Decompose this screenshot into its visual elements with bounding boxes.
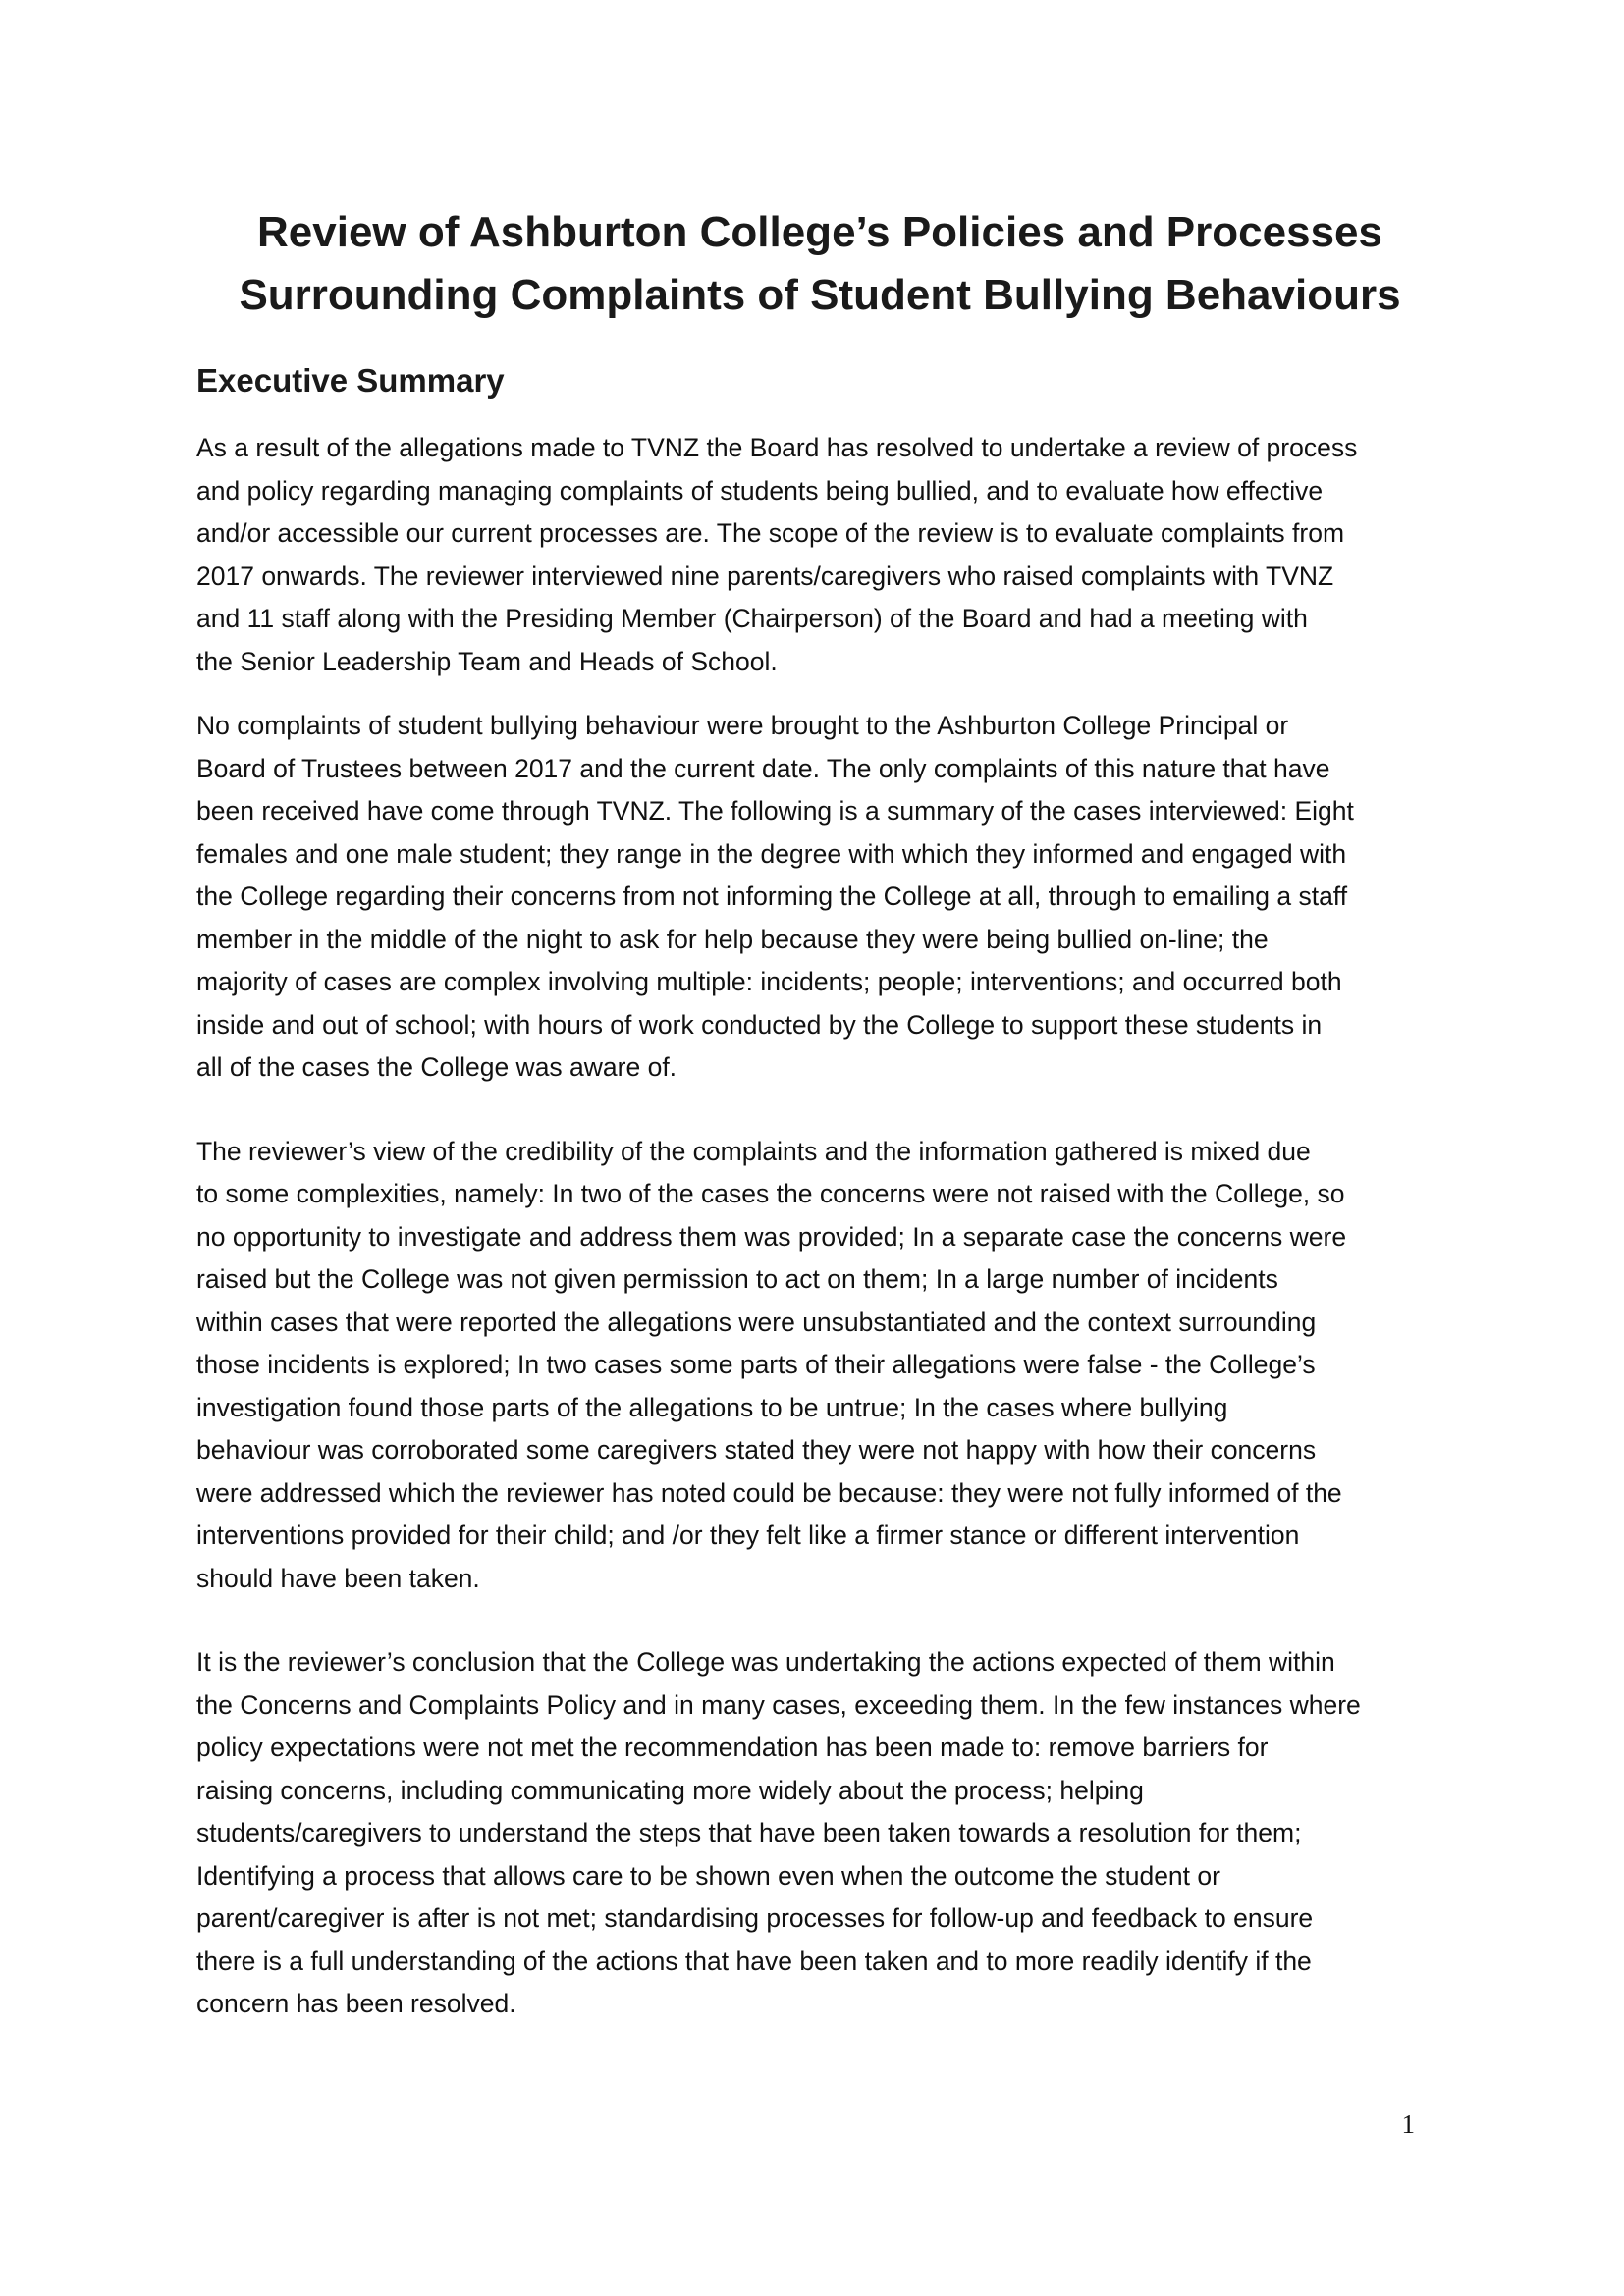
text-line: policy expectations were not met the recommendation has been made to: remove barriers for [196,1733,1269,1762]
text-line: member in the middle of the night to ask for help because they were being bullied on-line; the [196,924,1269,954]
text-line: interventions provided for their child; and /or they felt like a firmer stance or different intervention [196,1521,1300,1550]
text-line: within cases that were reported the allegations were unsubstantiated and the context surrounding [196,1307,1317,1337]
title-line: Surrounding Complaints of Student Bullying Behaviours [239,271,1401,319]
text-line: raising concerns, including communicating more widely about the process; helping [196,1775,1144,1805]
text-line: students/caregivers to understand the steps that have been taken towards a resolution for them; [196,1818,1302,1847]
text-line: behaviour was corroborated some caregivers stated they were not happy with how their concerns [196,1435,1317,1465]
text-line: those incidents is explored; In two cases some parts of their allegations were false - the College’s [196,1350,1316,1379]
text-line: investigation found those parts of the allegations to be untrue; In the cases where bullying [196,1392,1228,1422]
paragraph-review-scope [196,427,1443,683]
page-number: 1 [1401,2109,1415,2139]
text-line: no opportunity to investigate and address them was provided; In a separate case the concerns were [196,1221,1347,1252]
text-line: and/or accessible our current processes are. The scope of the review is to evaluate complaints from [196,518,1345,548]
text-line: As a result of the allegations made to TVNZ the Board has resolved to undertake a review of process [196,433,1358,462]
text-line: It is the reviewer’s conclusion that the College was undertaking the actions expected of them within [196,1647,1335,1677]
text-line: to some complexities, namely: In two of the cases the concerns were not raised with the College, so [196,1179,1345,1208]
text-line: concern has been resolved. [196,1989,516,2018]
text-line: inside and out of school; with hours of work conducted by the College to support these students in [196,1009,1323,1040]
text-line: No complaints of student bullying behaviour were brought to the Ashburton College Principal or [196,711,1289,740]
text-line: and 11 staff along with the Presiding Member (Chairperson) of the Board and had a meeting with [196,604,1308,633]
text-line: the College regarding their concerns from not informing the College at all, through to emailing a staff [196,881,1348,911]
document-title [196,201,1443,327]
text-line: all of the cases the College was aware of. [196,1052,677,1082]
section-heading: Executive Summary [196,362,505,399]
text-line: the Senior Leadership Team and Heads of School. [196,646,778,676]
paragraph-conclusion [196,1641,1443,2026]
text-line: been received have come through TVNZ. The following is a summary of the cases interviewed: Eight [196,796,1354,826]
text-line: majority of cases are complex involving multiple: incidents; people; interventions; and occurred both [196,967,1342,996]
text-line: parent/caregiver is after is not met; standardising processes for follow-up and feedback to ensure [196,1903,1314,1933]
text-line: females and one male student; they range in the degree with which they informed and engaged with [196,838,1347,869]
page-content [196,201,1443,2026]
text-line: Board of Trustees between 2017 and the current date. The only complaints of this nature that have [196,753,1330,783]
paragraph-case-summary [196,705,1443,1090]
text-line: 2017 onwards. The reviewer interviewed nine parents/caregivers who raised complaints with TVNZ [196,561,1334,591]
text-line: Identifying a process that allows care to be shown even when the outcome the student or [196,1860,1220,1891]
text-line: were addressed which the reviewer has noted could be because: they were not fully informed of the [196,1477,1342,1508]
text-line: the Concerns and Complaints Policy and in many cases, exceeding them. In the few instances where [196,1689,1361,1720]
text-line: there is a full understanding of the actions that have been taken and to more readily identify if the [196,1946,1312,1976]
text-line: and policy regarding managing complaints of students being bullied, and to evaluate how effective [196,475,1324,506]
text-line: raised but the College was not given permission to act on them; In a large number of incidents [196,1264,1278,1294]
title-line: Review of Ashburton College’s Policies and Processes [257,208,1382,256]
paragraph-credibility [196,1131,1443,1601]
text-line: should have been taken. [196,1563,480,1593]
text-line: The reviewer’s view of the credibility of the complaints and the information gathered is mixed due [196,1136,1311,1166]
